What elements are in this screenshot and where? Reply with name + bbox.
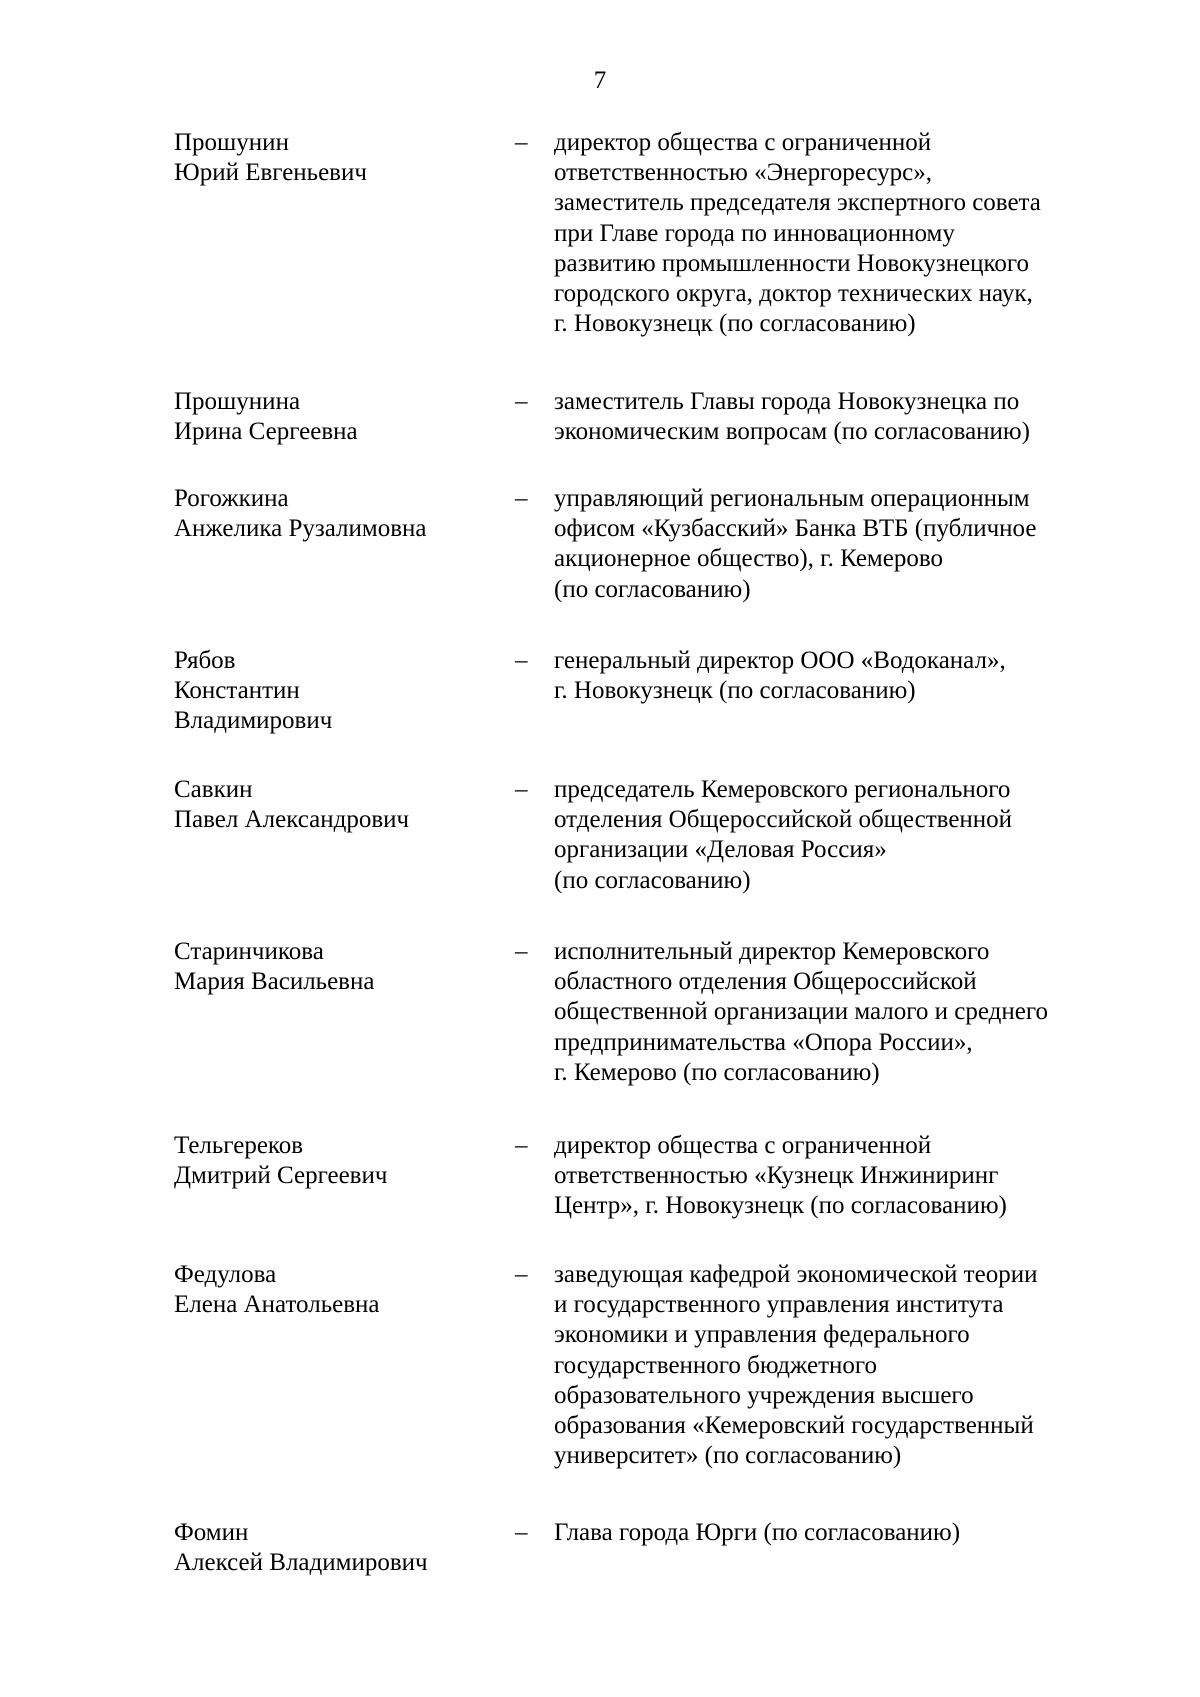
- member-name-line: Владимирович: [174, 707, 333, 735]
- member-position: [554, 1131, 1134, 1222]
- member-name-line: Константин: [174, 677, 300, 705]
- member-position-line: развитию промышленности Новокузнецкого: [554, 249, 1029, 277]
- member-name-line: Павел Александрович: [174, 806, 410, 834]
- dash-separator: –: [515, 129, 528, 156]
- member-name: [174, 937, 504, 997]
- member-position: [554, 128, 1134, 339]
- member-position-line: экономическим вопросам (по согласованию): [554, 418, 1030, 446]
- member-position-line: Центр», г. Новокузнецк (по согласованию): [554, 1192, 1007, 1220]
- member-name-line: Рогожкина: [174, 485, 289, 512]
- member-position-line: (по согласованию): [554, 866, 751, 894]
- dash-separator: –: [515, 776, 528, 803]
- member-name: [174, 1518, 504, 1578]
- member-position-line: заведующая кафедрой экономической теории: [554, 1261, 1038, 1288]
- dash-separator: –: [515, 485, 528, 512]
- member-position-line: офисом «Кузбасский» Банка ВТБ (публичное: [554, 515, 1037, 543]
- member-position-line: и государственного управления института: [554, 1291, 1004, 1319]
- member-position-line: образования «Кемеровский государственный: [554, 1412, 1034, 1440]
- member-name-line: Прошунин: [174, 129, 289, 156]
- member-position-line: директор общества с ограниченной: [554, 1132, 932, 1159]
- member-name-line: Савкин: [174, 776, 253, 803]
- member-name-line: Анжелика Рузалимовна: [174, 515, 427, 543]
- dash-separator: –: [515, 1519, 528, 1546]
- member-position-line: экономики и управления федерального: [554, 1321, 970, 1349]
- member-position-line: акционерное общество), г. Кемерово: [554, 545, 943, 573]
- member-position-line: университет» (по согласованию): [554, 1442, 902, 1470]
- member-position-line: государственного бюджетного: [554, 1351, 877, 1379]
- member-position-line: заместитель председателя экспертного совета: [554, 189, 1041, 217]
- member-name-line: Елена Анатольевна: [174, 1291, 380, 1319]
- member-name-line: Мария Васильевна: [174, 968, 375, 996]
- member-position: [554, 646, 1134, 706]
- member-position-line: управляющий региональным операционным: [554, 485, 1030, 512]
- member-position: [554, 937, 1134, 1088]
- member-name: [174, 1260, 504, 1320]
- dash-separator: –: [515, 938, 528, 965]
- dash-separator: –: [515, 388, 528, 415]
- member-position-line: Глава города Юрги (по согласованию): [554, 1519, 961, 1546]
- member-position-line: заместитель Главы города Новокузнецка по: [554, 388, 1020, 415]
- member-position-line: генеральный директор ООО «Водоканал»,: [554, 647, 1006, 674]
- member-position-line: областного отделения Общероссийской: [554, 968, 977, 996]
- member-name-line: Старинчикова: [174, 938, 324, 965]
- member-position: [554, 775, 1134, 896]
- member-position-line: г. Новокузнецк (по согласованию): [554, 310, 916, 338]
- member-position-line: г. Новокузнецк (по согласованию): [554, 677, 916, 705]
- member-name-line: Дмитрий Сергеевич: [174, 1162, 388, 1190]
- member-position: [554, 1518, 1134, 1548]
- member-name-line: Ирина Сергеевна: [174, 418, 358, 446]
- member-position-line: отделения Общероссийской общественной: [554, 806, 1013, 834]
- member-position-line: ответственностью «Энергоресурс»,: [554, 159, 933, 187]
- member-name-line: Тельгереков: [174, 1132, 304, 1159]
- member-position-line: предпринимательства «Опора России»,: [554, 1028, 973, 1056]
- member-position-line: г. Кемерово (по согласованию): [554, 1058, 880, 1086]
- member-position-line: исполнительный директор Кемеровского: [554, 938, 990, 965]
- member-name-line: Юрий Евгеньевич: [174, 159, 367, 187]
- member-name: [174, 1131, 504, 1191]
- member-name-line: Федулова: [174, 1261, 277, 1288]
- member-name-line: Прошунина: [174, 388, 301, 415]
- member-position-line: городского округа, доктор технических наук,: [554, 280, 1033, 308]
- member-position-line: образовательного учреждения высшего: [554, 1381, 974, 1409]
- member-name: [174, 128, 504, 188]
- dash-separator: –: [515, 647, 528, 674]
- member-name: [174, 387, 504, 447]
- member-name: [174, 646, 504, 737]
- member-name-line: Фомин: [174, 1519, 249, 1546]
- page-number: 7: [593, 67, 607, 94]
- member-position-line: директор общества с ограниченной: [554, 129, 932, 156]
- member-position-line: (по согласованию): [554, 575, 751, 603]
- dash-separator: –: [515, 1132, 528, 1159]
- member-position-line: организации «Деловая Россия»: [554, 836, 887, 864]
- member-position-line: при Главе города по инновационному: [554, 219, 955, 247]
- member-name: [174, 484, 504, 544]
- member-position: [554, 484, 1134, 605]
- member-position-line: ответственностью «Кузнецк Инжиниринг: [554, 1162, 999, 1190]
- member-position-line: общественной организации малого и среднего: [554, 998, 1048, 1026]
- member-name-line: Рябов: [174, 647, 236, 674]
- dash-separator: –: [515, 1261, 528, 1288]
- member-position: [554, 1260, 1134, 1471]
- member-name-line: Алексей Владимирович: [174, 1549, 428, 1577]
- member-position: [554, 387, 1134, 447]
- member-name: [174, 775, 504, 835]
- member-position-line: председатель Кемеровского регионального: [554, 776, 1011, 803]
